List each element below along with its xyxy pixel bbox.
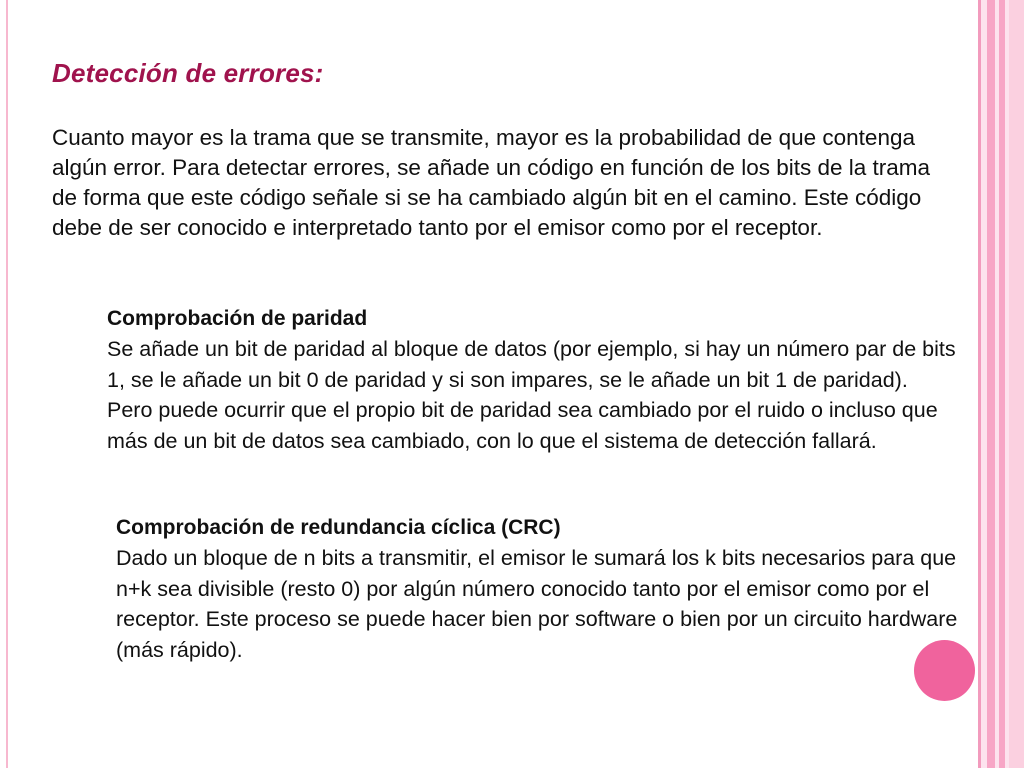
section-heading: Comprobación de paridad — [107, 307, 368, 330]
intro-paragraph: Cuanto mayor es la trama que se transmite, mayor es la probabilidad de que contenga algún error. Para detectar errores, se añade un código en función de los bits de la trama de forma que este código señale si se ha cambiado algún bit en el camino. Este código debe de ser conocido e interpretado tanto por el emisor como por el receptor. — [52, 125, 931, 240]
slide-title: Detección de errores: — [52, 58, 324, 88]
right-decorative-stripe — [1009, 0, 1024, 768]
section-body: Se añade un bit de paridad al bloque de datos (por ejemplo, si hay un número par de bits 1, se le añade un bit 0 de paridad y si son impares, se le añade un bit 1 de paridad). Pero puede ocurrir que el propio bit de paridad sea cambiado por el ruido o incluso que más de un bit de datos sea cambiado, con lo que el sistema de detección fallará. — [107, 337, 956, 453]
section-body: Dado un bloque de n bits a transmitir, el emisor le sumará los k bits necesarios para que n+k sea divisible (resto 0) por algún número conocido tanto por el emisor como por el receptor. Este proceso se puede hacer bien por software o bien por un circuito hardware (más rápido). — [116, 546, 958, 662]
section-crc — [116, 513, 966, 665]
right-decorative-stripe — [987, 0, 995, 768]
section-heading: Comprobación de redundancia cíclica (CRC) — [116, 516, 561, 539]
left-border-line — [6, 0, 8, 768]
section-parity — [107, 304, 957, 456]
